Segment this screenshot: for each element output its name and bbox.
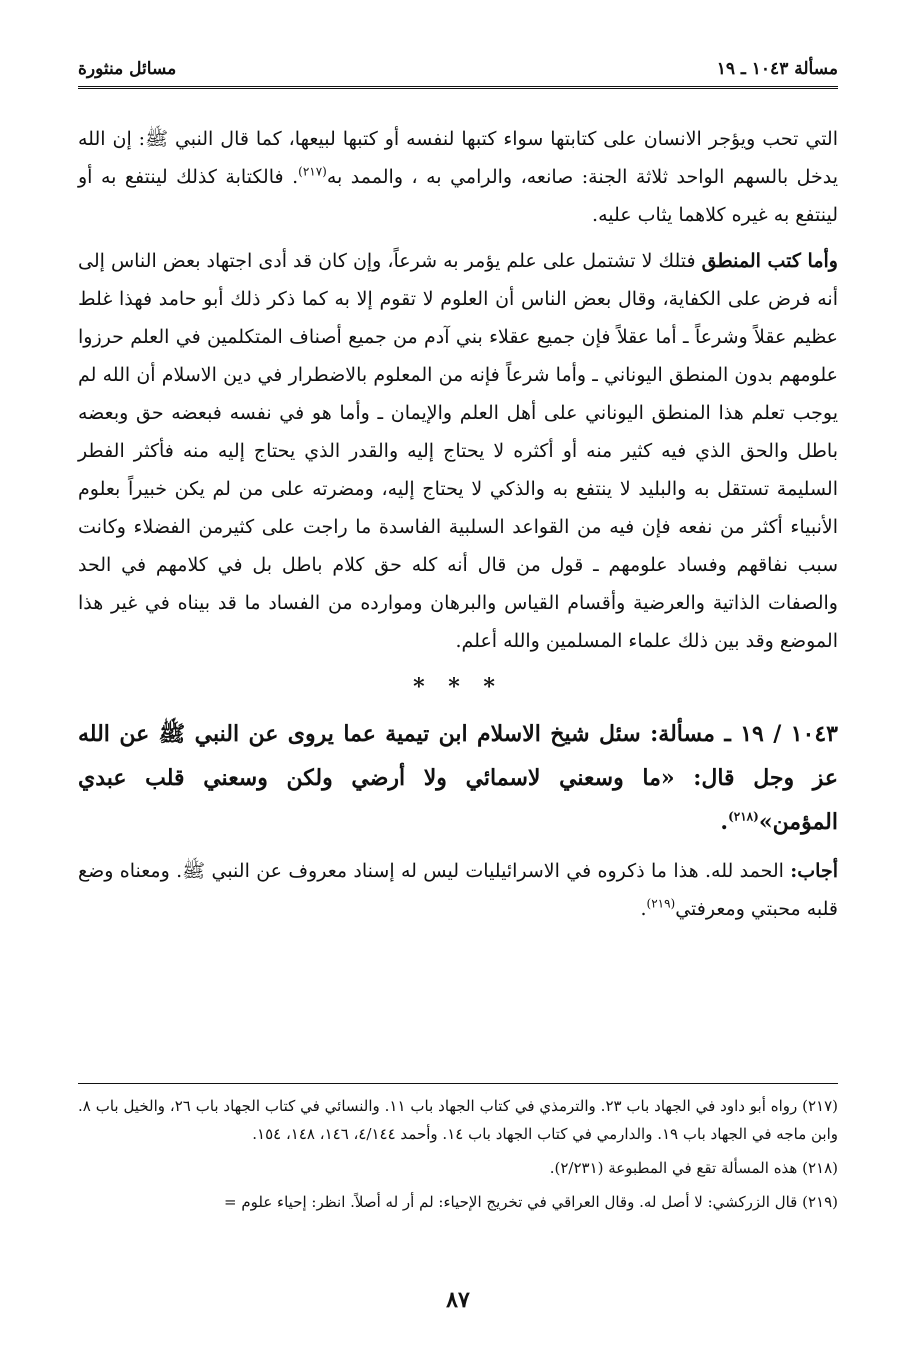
- footnote-217: (٢١٧) رواه أبو داود في الجهاد باب ٢٣. والترمذي في كتاب الجهاد باب ١١. والنسائي في كتاب الجهاد باب ٢٦، والخيل باب ٨. وابن ماجه في الجهاد باب ١٩. والدارمي في كتاب الجهاد باب ١٤. وأحمد ٤/١٤٤، ١٤٦، ١٤٨، ١٥٤.: [78, 1097, 839, 1143]
- paragraph-2: [78, 242, 838, 660]
- footnotes: [78, 1083, 838, 1222]
- section-separator: * * *: [413, 674, 503, 700]
- footnote-219: (٢١٩) قال الزركشي: لا أصل له. وقال العراقي في تخريج الإحياء: لم أر له أصلاً. انظر: إحياء علوم =: [223, 1193, 838, 1211]
- answer-text: الحمد لله. هذا ما ذكروه في الاسرائيليات ليس له إسناد معروف عن النبي ﷺ. ومعناه وضع قلبه محبتي ومعرفتي: [78, 860, 838, 920]
- answer-paragraph: [78, 852, 838, 928]
- page-number: ٨٧: [446, 1287, 470, 1313]
- footnote-ref-219[interactable]: (٢١٩): [646, 896, 676, 911]
- footnote-ref-217[interactable]: (٢١٧): [298, 164, 327, 179]
- header-issue-number: مسألة ١٠٤٣ ـ ١٩: [716, 59, 838, 79]
- paragraph-2-lead: وأما كتب المنطق: [701, 250, 838, 272]
- main-text: [78, 120, 838, 936]
- footnote-ref-218[interactable]: (٢١٨): [728, 809, 759, 824]
- paragraph-1-end: . فالكتابة كذلك لينتفع به أو لينتفع به غيره كلاهما يثاب عليه.: [78, 166, 838, 226]
- question-text: ١٠٤٣ / ١٩ ـ مسألة: سئل شيخ الاسلام ابن تيمية عما يروى عن النبي ﷺ عن الله عز وجل قال: «ما وسعني لاسمائي ولا أرضي ولكن وسعني قلب عبدي المؤمن»: [78, 721, 838, 835]
- footnote-218: (٢١٨) هذه المسألة تقع في المطبوعة (٢/٢٣١).: [549, 1159, 838, 1177]
- paragraph-1: [78, 120, 838, 234]
- answer-end: .: [640, 898, 647, 920]
- question-end: .: [720, 809, 729, 835]
- running-header: [78, 52, 838, 89]
- paragraph-2-text: فتلك لا تشتمل على علم يؤمر به شرعاً، وإن كان قد أدى اجتهاد بعض الناس إلى أنه فرض على الكفاية، وقال بعض الناس أن العلوم لا تقوم إلا به كما ذكر ذلك أبو حامد فهذا غلط عظيم عقلاً وشرعاً ـ أما عقلاً فإن جميع عقلاء بني آدم من جميع أصناف المتكلمين في العلم حرزوا علومهم بدون المنطق اليوناني ـ وأما شرعاً فإنه من المعلوم بالاضطرار في دين الاسلام أن الله لم يوجب تعلم هذا المنطق اليوناني على أهل العلم والإيمان ـ وأما هو في نفسه فبعضه حق وبعضه باطل والحق الذي فيه كثير منه أو أكثره لا يحتاج إليه والقدر الذي يحتاج إليه منه فأكثر الفطر السليمة تستقل به والبليد لا ينتفع به والذكي لا يحتاج إليه، ومضرته على من لم يكن خبيراً بعلوم الأنبياء أكثر من نفعه فإن فيه من القواعد السلبية الفاسدة ما راجت على كثيرمن الفضلاء وكانت سبب نفاقهم وفساد علومهم ـ قول من قال أنه كله حق كلام باطل بل في كلامهم في الحد والصفات الذاتية والعرضية وأقسام القياس والبرهان وموارده من الفساد ما قد بيناه في غير هذا الموضع وقد بين ذلك علماء المسلمين والله أعلم.: [78, 250, 838, 652]
- paragraph-1-text: التي تحب ويؤجر الانسان على كتابتها سواء كتبها لنفسه أو كتبها لبيعها، كما قال النبي ﷺ: إن الله يدخل بالسهم الواحد ثلاثة الجنة: صانعه، والرامي به ، والممد به: [78, 128, 838, 188]
- question-heading: [78, 712, 838, 844]
- header-book-section: مسائل منثورة: [78, 59, 177, 79]
- answer-lead: أجاب:: [790, 860, 838, 882]
